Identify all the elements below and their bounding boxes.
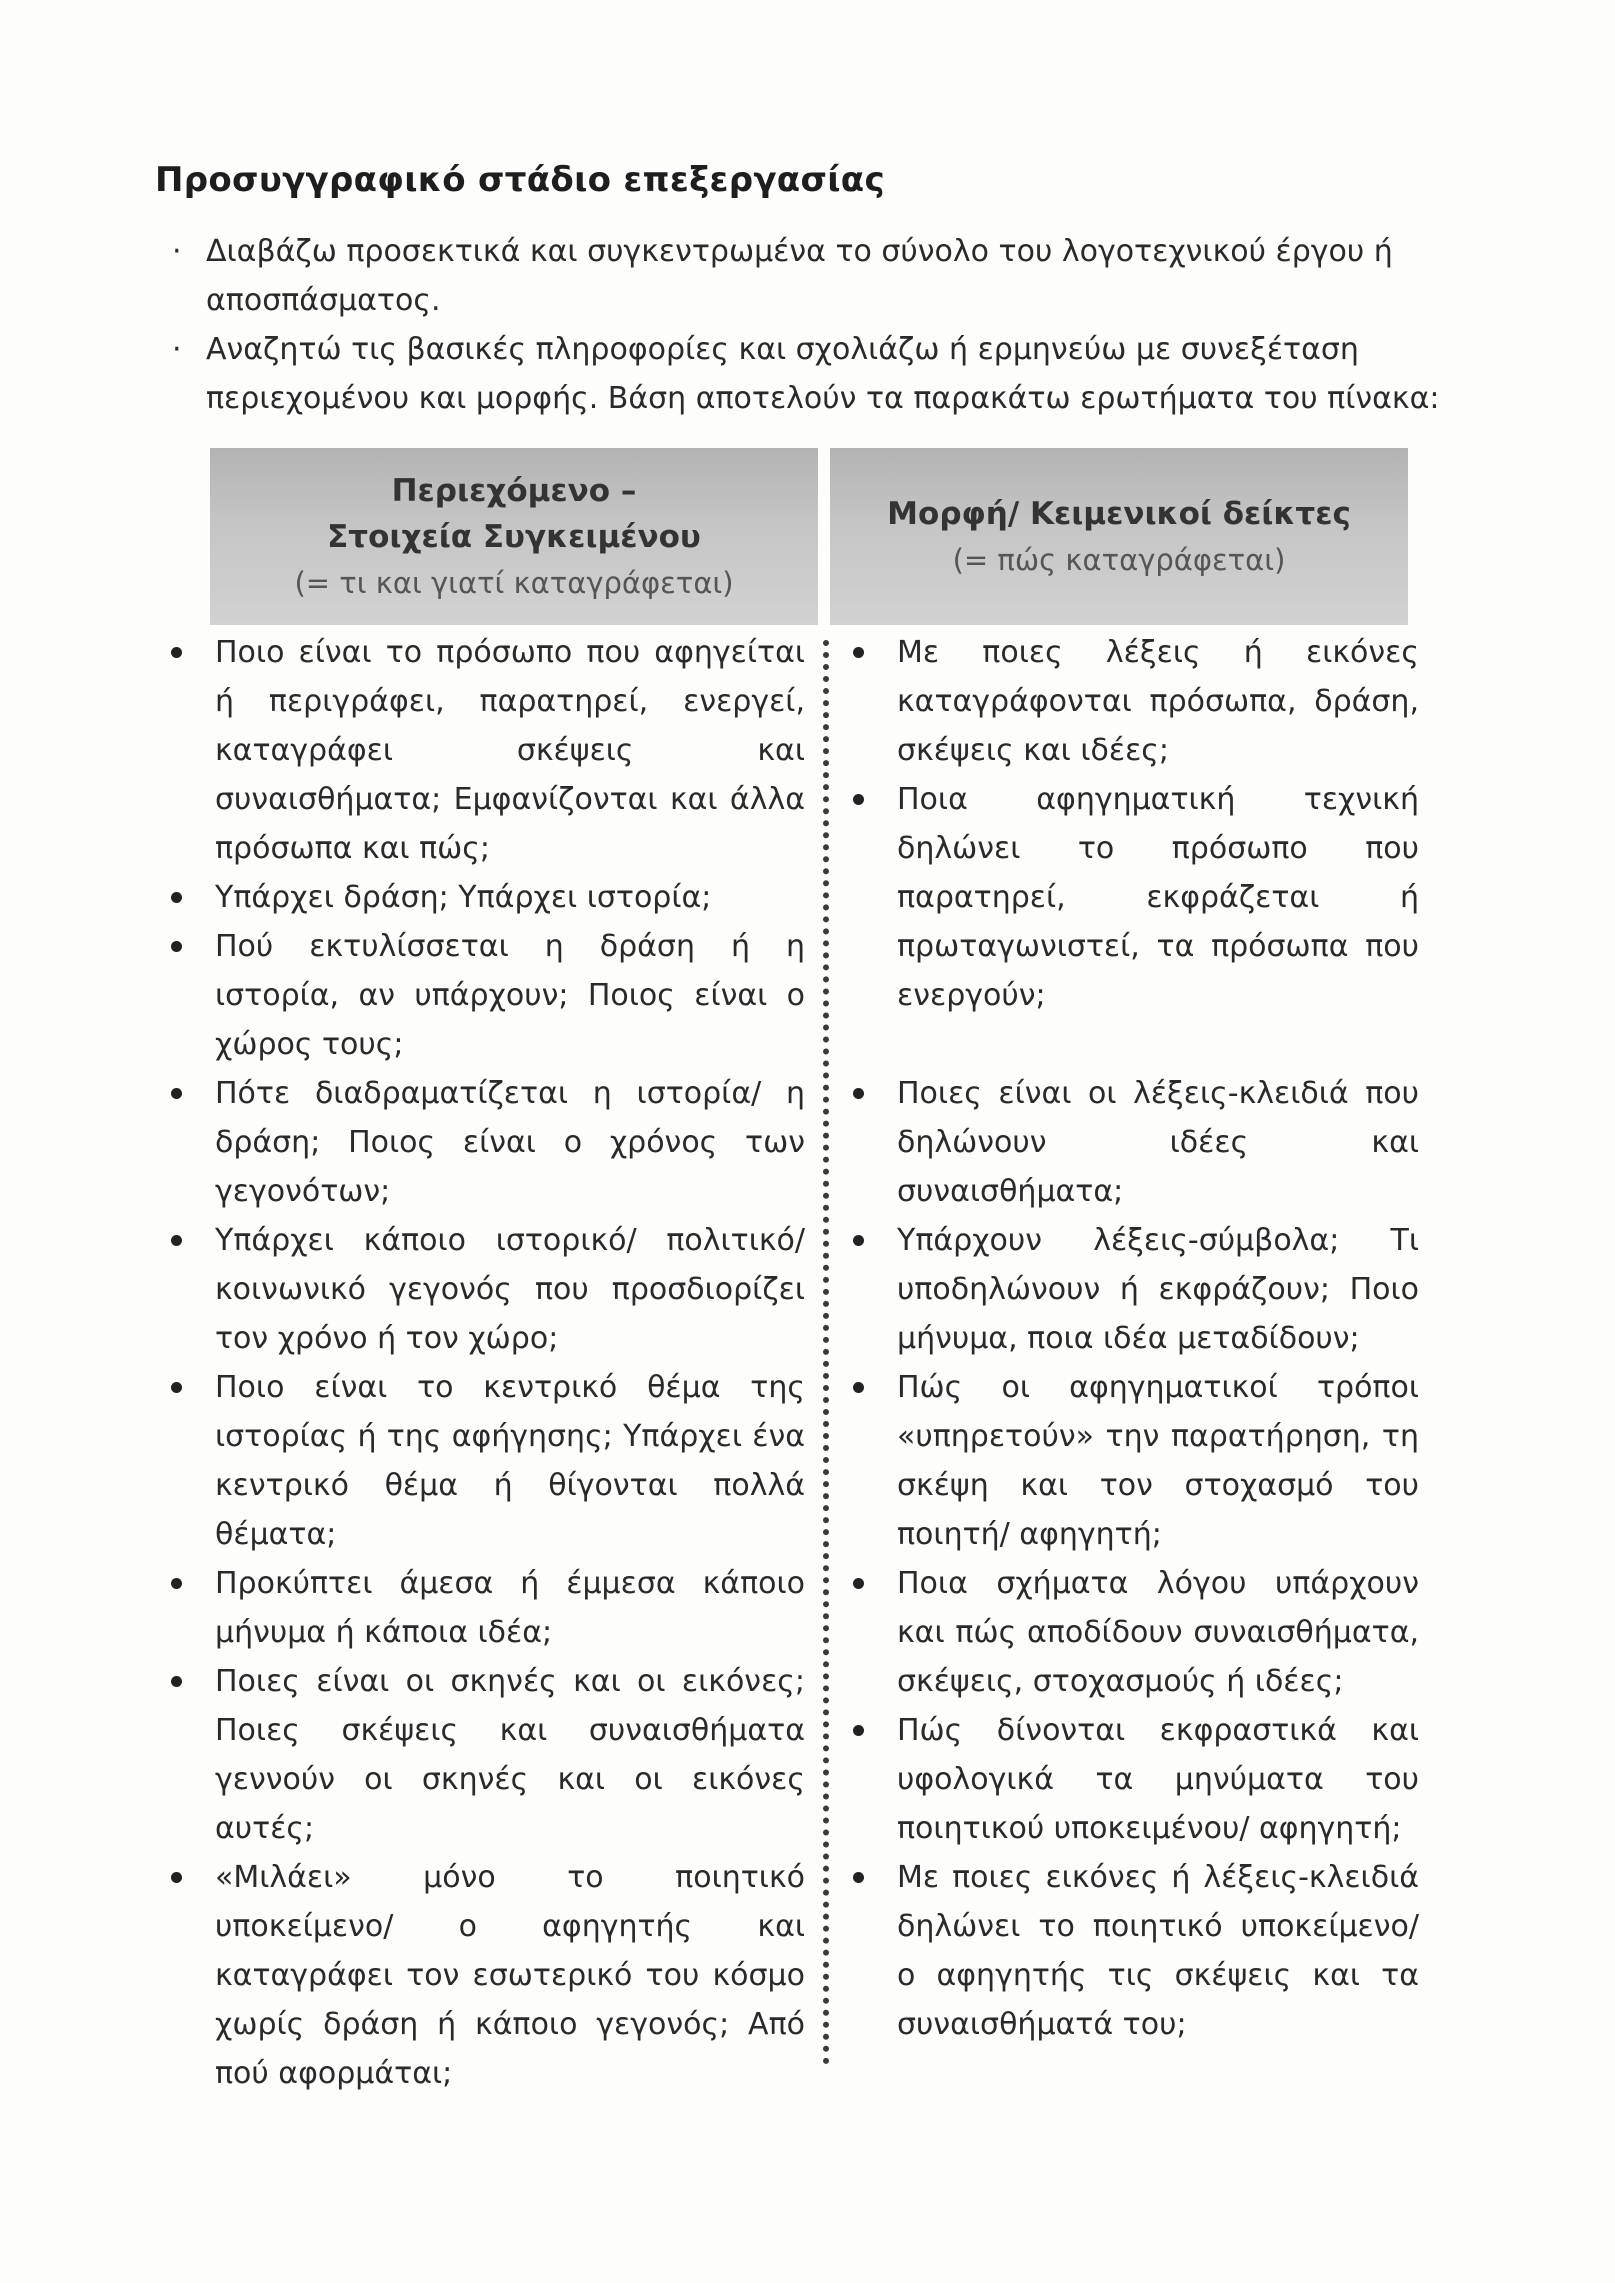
- form-questions-column: [847, 628, 1419, 2049]
- table-header-content: [210, 448, 818, 625]
- question-item: [165, 1069, 805, 1216]
- section-title: Προσυγγραφικό στάδιο επεξεργασίας: [155, 160, 885, 200]
- question-item: [847, 1559, 1419, 1706]
- intro-list: [172, 227, 1457, 423]
- intro-item: [172, 227, 1457, 325]
- question-text: Ποιες είναι οι σκηνές και οι εικόνες; Ποιες σκέψεις και συναισθήματα γεννούν οι σκηνές και οι εικόνες αυτές;: [215, 1664, 805, 1846]
- bullet-icon: [853, 1872, 864, 1883]
- bullet-icon: [171, 1088, 182, 1099]
- bullet-icon: [171, 647, 182, 658]
- bullet-icon: [171, 1676, 182, 1687]
- question-item: [165, 1853, 805, 2098]
- bullet-icon: [853, 1725, 864, 1736]
- question-text: Προκύπτει άμεσα ή έμμεσα κάποιο μήνυμα ή κάποια ιδέα;: [215, 1566, 805, 1650]
- bullet-icon: [853, 1578, 864, 1589]
- question-item: [847, 775, 1419, 1020]
- question-text: Πού εκτυλίσσεται η δράση ή η ιστορία, αν υπάρχουν; Ποιος είναι ο χώρος τους;: [215, 929, 805, 1062]
- column-spacer: [847, 1020, 1419, 1069]
- question-text: Ποια αφηγηματική τεχνική δηλώνει το πρόσωπο που παρατηρεί, εκφράζεται ή πρωταγωνιστεί, τα πρόσωπα που ενεργούν;: [897, 782, 1419, 1013]
- question-item: [165, 922, 805, 1069]
- question-text: Ποιο είναι το κεντρικό θέμα της ιστορίας ή της αφήγησης; Υπάρχει ένα κεντρικό θέμα ή θίγονται πολλά θέματα;: [215, 1370, 805, 1552]
- question-text: Πότε διαδραματίζεται η ιστορία/ η δράση; Ποιος είναι ο χρόνος των γεγονότων;: [215, 1076, 805, 1209]
- bullet-icon: [853, 1088, 864, 1099]
- header-content-line1: Περιεχόμενο –: [391, 472, 637, 509]
- question-item: [847, 1069, 1419, 1216]
- question-item: [165, 1657, 805, 1853]
- bullet-icon: [853, 1382, 864, 1393]
- bullet-icon: [171, 941, 182, 952]
- question-text: «Μιλάει» μόνο το ποιητικό υποκείμενο/ ο αφηγητής και καταγράφει τον εσωτερικό του κόσμο χωρίς δράση ή κάποιο γεγονός; Από πού αφορμάται;: [215, 1860, 805, 2091]
- bullet-icon: [853, 794, 864, 805]
- question-text: Με ποιες λέξεις ή εικόνες καταγράφονται πρόσωπα, δράση, σκέψεις και ιδέες;: [897, 635, 1419, 768]
- question-item: [847, 1216, 1419, 1363]
- question-item: [165, 628, 805, 873]
- intro-item: [172, 325, 1457, 423]
- question-text: Ποια σχήματα λόγου υπάρχουν και πώς αποδίδουν συναισθήματα, σκέψεις, στοχασμούς ή ιδέες;: [897, 1566, 1419, 1699]
- question-item: [847, 1706, 1419, 1853]
- question-text: Ποιες είναι οι λέξεις-κλειδιά που δηλώνουν ιδέες και συναισθήματα;: [897, 1076, 1419, 1209]
- question-item: [165, 873, 805, 922]
- question-text: Πώς οι αφηγηματικοί τρόποι «υπηρετούν» την παρατήρηση, τη σκέψη και τον στοχασμό του ποιητή/ αφηγητή;: [897, 1370, 1419, 1552]
- bullet-icon: [853, 647, 864, 658]
- question-text: Υπάρχει κάποιο ιστορικό/ πολιτικό/ κοινωνικό γεγονός που προσδιορίζει τον χρόνο ή τον χώρο;: [215, 1223, 805, 1356]
- bullet-icon: [171, 1235, 182, 1246]
- bullet-icon: [171, 1578, 182, 1589]
- intro-text: Διαβάζω προσεκτικά και συγκεντρωμένα το σύνολο του λογοτεχνικού έργου ή αποσπάσματος.: [206, 234, 1393, 318]
- question-text: Ποιο είναι το πρόσωπο που αφηγείται ή περιγράφει, παρατηρεί, ενεργεί, καταγράφει σκέψεις και συναισθήματα; Εμφανίζονται και άλλα πρόσωπα και πώς;: [215, 635, 805, 866]
- header-form-sub: (= πώς καταγράφεται): [952, 542, 1286, 577]
- question-text: Με ποιες εικόνες ή λέξεις-κλειδιά δηλώνει το ποιητικό υποκείμενο/ ο αφηγητής τις σκέψεις και τα συναισθήματά του;: [897, 1860, 1419, 2042]
- question-text: Υπάρχει δράση; Υπάρχει ιστορία;: [215, 880, 712, 915]
- question-item: [165, 1216, 805, 1363]
- intro-mark: ·: [172, 234, 182, 269]
- bullet-icon: [171, 1382, 182, 1393]
- header-content-sub: (= τι και γιατί καταγράφεται): [294, 565, 734, 600]
- question-item: [847, 1853, 1419, 2049]
- bullet-icon: [853, 1235, 864, 1246]
- header-content-line2: Στοιχεία Συγκειμένου: [327, 518, 701, 555]
- intro-mark: ·: [172, 332, 182, 367]
- content-questions-column: [165, 628, 805, 2098]
- question-text: Υπάρχουν λέξεις-σύμβολα; Τι υποδηλώνουν ή εκφράζουν; Ποιο μήνυμα, ποια ιδέα μεταδίδουν;: [897, 1223, 1419, 1356]
- bullet-icon: [171, 892, 182, 903]
- bullet-icon: [171, 1872, 182, 1883]
- intro-text: Αναζητώ τις βασικές πληροφορίες και σχολιάζω ή ερμηνεύω με συνεξέταση περιεχομένου και μορφής. Βάση αποτελούν τα παρακάτω ερωτήματα του πίνακα:: [206, 332, 1440, 416]
- question-item: [847, 1363, 1419, 1559]
- question-text: Πώς δίνονται εκφραστικά και υφολογικά τα μηνύματα του ποιητικού υποκειμένου/ αφηγητή;: [897, 1713, 1419, 1846]
- question-item: [165, 1363, 805, 1559]
- table-header-form: [830, 448, 1408, 625]
- question-item: [165, 1559, 805, 1657]
- header-form-line1: Μορφή/ Κειμενικοί δείκτες: [887, 495, 1351, 532]
- question-item: [847, 628, 1419, 775]
- column-divider: [823, 640, 829, 2065]
